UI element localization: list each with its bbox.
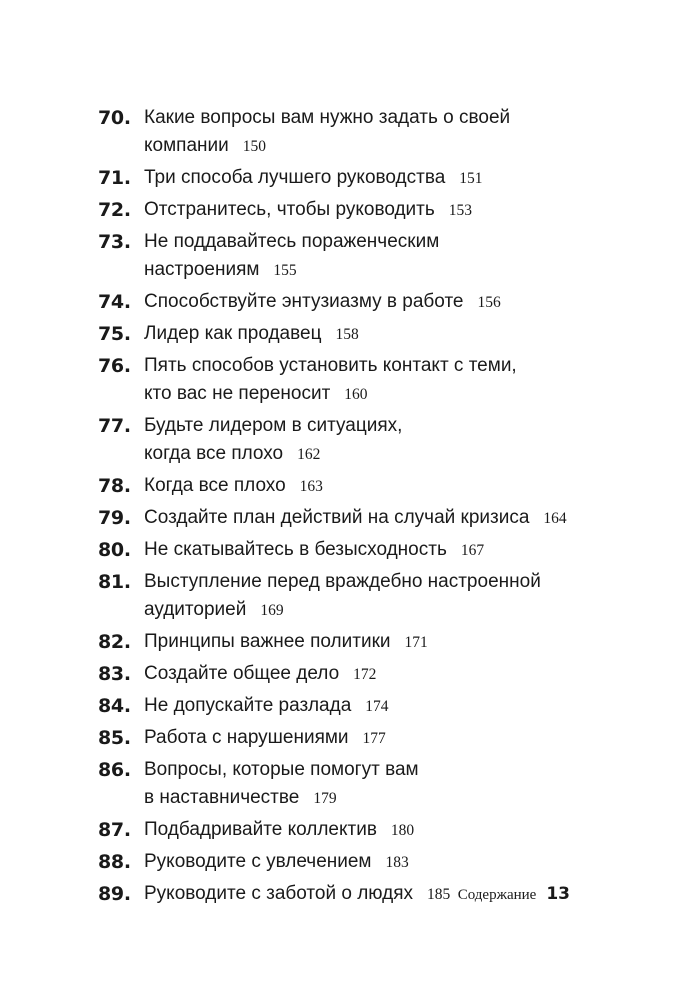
toc-entry: [98, 628, 578, 657]
toc-entry-title: [144, 692, 389, 721]
toc-entry-title: [144, 568, 541, 625]
toc-entry-page-number: 177: [362, 730, 386, 747]
toc-entry-page-number: 153: [448, 202, 473, 219]
toc-entry-number: 86.: [98, 759, 131, 781]
toc-entry-number: 84.: [98, 695, 131, 717]
toc-entry-page-number: 174: [365, 698, 389, 715]
toc-entry-title: [144, 660, 376, 689]
toc-entry-number: 70.: [98, 107, 131, 129]
toc-entry: [98, 352, 578, 409]
toc-entry-title-line: когда все плохо: [144, 443, 284, 464]
toc-entry-title: [144, 536, 484, 565]
toc-entry-title-line: Подбадривайте коллектив: [144, 819, 377, 840]
toc-entry-title-line: Пять способов установить контакт с теми,: [144, 355, 517, 376]
toc-entry-title-line: Не допускайте разлада: [144, 695, 352, 716]
toc-entry-page-number: 171: [404, 634, 428, 651]
footer-page-number: 13: [546, 884, 570, 904]
toc-entry-page-number: 172: [353, 666, 377, 683]
toc-entry: [98, 164, 578, 193]
toc-entry: [98, 692, 578, 721]
toc-entry-title: [144, 848, 409, 877]
table-of-contents: [98, 104, 578, 912]
toc-entry-number: 78.: [98, 475, 131, 497]
page-footer: [458, 884, 570, 904]
toc-entry-title-line: Когда все плохо: [144, 475, 286, 496]
toc-entry-number: 76.: [98, 355, 131, 377]
toc-entry-number: 85.: [98, 727, 131, 749]
toc-entry-title-line: в наставничестве: [144, 787, 300, 808]
toc-entry-number: 79.: [98, 507, 131, 529]
toc-entry-number: 82.: [98, 631, 131, 653]
toc-entry-title-line: Не скатывайтесь в безысходность: [144, 539, 447, 560]
toc-entry-page-number: 158: [335, 326, 359, 343]
toc-entry-title: [144, 228, 439, 285]
toc-entry-title: [144, 320, 359, 349]
toc-entry-page-number: 163: [299, 478, 323, 495]
toc-entry-number: 83.: [98, 663, 131, 685]
toc-entry-page-number: 180: [390, 822, 415, 839]
toc-entry-page-number: 150: [242, 138, 266, 155]
toc-entry-page-number: 167: [460, 542, 485, 559]
toc-entry-title-line: Создайте план действий на случай кризиса: [144, 507, 530, 528]
toc-entry-number: 77.: [98, 415, 131, 437]
toc-entry-title: [144, 412, 402, 469]
toc-entry-number: 89.: [98, 883, 131, 905]
toc-entry: [98, 536, 578, 565]
toc-entry-title: [144, 288, 501, 317]
toc-entry: [98, 568, 578, 625]
toc-entry-title-line: настроениям: [144, 259, 260, 280]
toc-entry-number: 73.: [98, 231, 131, 253]
toc-entry-page-number: 156: [477, 294, 501, 311]
toc-entry-page-number: 185: [427, 886, 451, 903]
toc-entry: [98, 104, 578, 161]
toc-entry: [98, 756, 578, 813]
toc-entry-title-line: Способствуйте энтузиазму в работе: [144, 291, 464, 312]
toc-entry-title-line: Три способа лучшего руководства: [144, 167, 446, 188]
toc-entry: [98, 816, 578, 845]
toc-entry-title-line: Выступление перед враждебно настроенной: [144, 571, 541, 592]
toc-entry-page-number: 151: [459, 170, 483, 187]
toc-entry-number: 80.: [98, 539, 131, 561]
toc-entry-title-line: Отстранитесь, чтобы руководить: [144, 199, 435, 220]
toc-entry-title: [144, 816, 414, 845]
toc-entry-title-line: Руководите с увлечением: [144, 851, 372, 872]
toc-entry: [98, 288, 578, 317]
toc-entry-page-number: 164: [543, 510, 567, 527]
toc-entry: [98, 660, 578, 689]
toc-entry-title-line: Руководите с заботой о людях: [144, 883, 414, 904]
toc-entry-title: [144, 352, 517, 409]
toc-entry-title: [144, 196, 472, 225]
toc-entry: [98, 724, 578, 753]
toc-entry-title-line: Создайте общее дело: [144, 663, 340, 684]
toc-entry-page-number: 155: [273, 262, 297, 279]
toc-entry-number: 87.: [98, 819, 131, 841]
toc-entry-title-line: компании: [144, 135, 229, 156]
toc-entry: [98, 848, 578, 877]
toc-entry-title-line: кто вас не переносит: [144, 383, 331, 404]
toc-entry-number: 71.: [98, 167, 131, 189]
toc-entry-number: 74.: [98, 291, 131, 313]
toc-entry-title: [144, 504, 567, 533]
toc-entry-number: 72.: [98, 199, 131, 221]
toc-entry-number: 88.: [98, 851, 131, 873]
toc-entry-title: [144, 756, 419, 813]
toc-entry-title-line: Принципы важнее политики: [144, 631, 391, 652]
toc-entry-number: 75.: [98, 323, 131, 345]
toc-entry-title: [144, 628, 428, 657]
toc-entry-number: 81.: [98, 571, 131, 593]
footer-section-label: Содержание: [457, 887, 537, 903]
toc-entry-page-number: 183: [385, 854, 409, 871]
toc-entry-title-line: Какие вопросы вам нужно задать о своей: [144, 107, 511, 128]
toc-entry-page-number: 169: [260, 602, 284, 619]
toc-entry-title-line: аудиторией: [144, 599, 247, 620]
toc-entry-title: [144, 164, 483, 193]
toc-entry: [98, 472, 578, 501]
toc-entry-title: [144, 724, 386, 753]
toc-entry-title-line: Не поддавайтесь пораженческим: [144, 231, 440, 252]
toc-entry-title: [144, 472, 323, 501]
toc-entry-title-line: Работа с нарушениями: [144, 727, 349, 748]
toc-entry: [98, 196, 578, 225]
toc-entry: [98, 504, 578, 533]
toc-entry-title: [144, 104, 510, 161]
toc-entry: [98, 228, 578, 285]
toc-entry: [98, 320, 578, 349]
toc-entry: [98, 412, 578, 469]
toc-entry-title-line: Будьте лидером в ситуациях,: [144, 415, 403, 436]
toc-entry-page-number: 160: [344, 386, 368, 403]
toc-entry-title: [144, 880, 450, 909]
toc-entry-page-number: 162: [297, 446, 321, 463]
toc-entry-title-line: Вопросы, которые помогут вам: [144, 759, 419, 780]
toc-entry-page-number: 179: [313, 790, 337, 807]
toc-entry-title-line: Лидер как продавец: [144, 323, 322, 344]
